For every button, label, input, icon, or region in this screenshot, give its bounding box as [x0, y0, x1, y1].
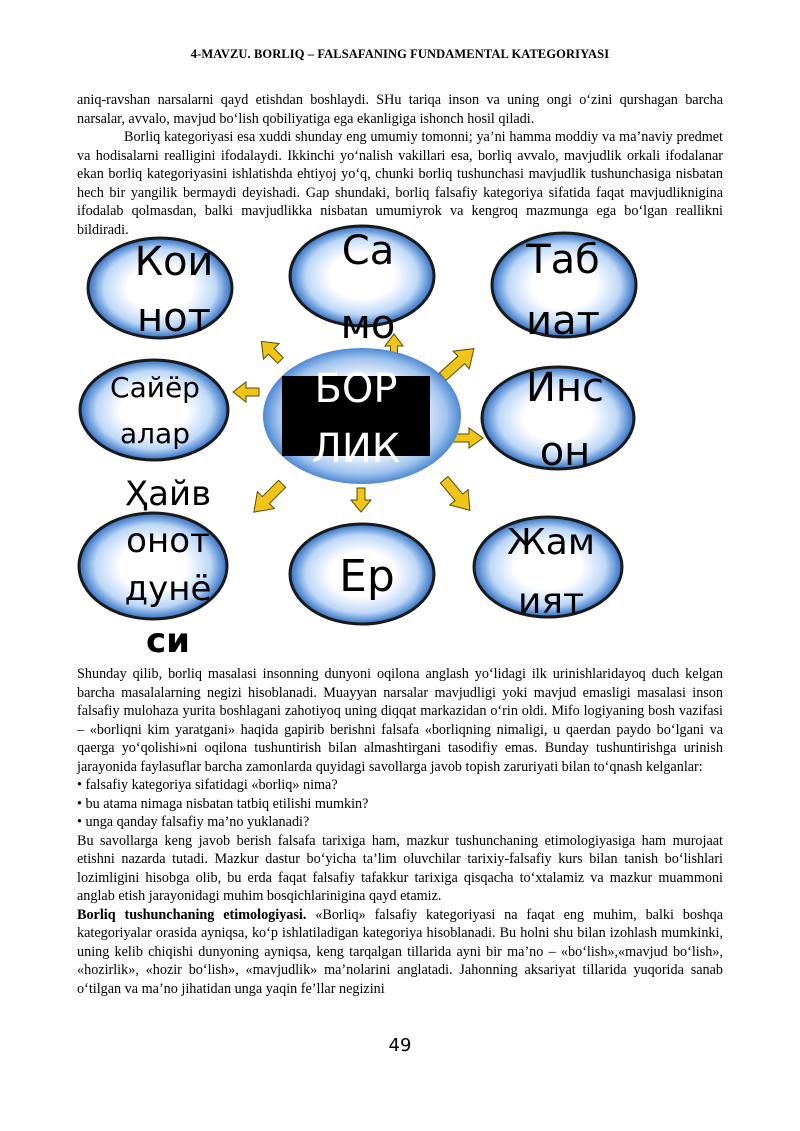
page-number: 49: [388, 1035, 412, 1056]
bullet-2: • bu atama nimaga nisbatan tatbiq etilishi mumkin?: [77, 795, 369, 812]
arrow-to-hayvonot: [245, 475, 290, 520]
sayyoralar-label-line1: Сайёр: [110, 371, 200, 404]
body-paragraph-3: [77, 906, 723, 999]
center-label-line1: БОР: [314, 366, 398, 412]
samo-label-line2: мо: [340, 302, 396, 348]
jamiyat-label-line2: ият: [517, 581, 585, 622]
arrow-to-yer: [351, 488, 371, 512]
arrow-to-sayyoralar: [233, 382, 259, 402]
inson-label-line1: Инс: [525, 365, 605, 411]
node-tabiat: [492, 233, 636, 344]
body-text: [77, 665, 723, 998]
node-hayvonot-dunyosi: [79, 474, 227, 661]
node-sayyoralar: [80, 360, 228, 460]
node-jamiyat: [474, 517, 622, 622]
etymology-text: «Borliq» falsafiy kategoriyasi na faqat eng muhim, balki boshqa kategoriyalar orasida ayniqsa, ko‘p ishlatiladigan kategoriya hisoblanadi. Bu holni shu bilan izohlash mumkinki, uning kelib chiqishi dunyoning ayniqsa, keng tarqalgan tillarida ayni bir ma’no – «bo‘lish»,«mavjud bo‘lish», «hozirlik», «hozir bo‘lish», «mavjudlik» ma’nolarini anglatadi. Jahonning aksariyat tillarida yuqorida sanab o‘tilgan va ma’no jihatidan unga yaqin fe’llar negizini: [77, 906, 723, 997]
etymology-heading: Borliq tushunchaning etimologiyasi.: [77, 906, 307, 923]
intro-paragraph-1: aniq-ravshan narsalarni qayd etishdan boshlaydi. SHu tariqa inson va uning ongi o‘zini qurshagan barcha narsalar, avvalo, mavjud bo‘lish qobiliyatiga ega ekanligiga ishonch hosil qiladi.: [77, 92, 723, 127]
hayvonot-label-line2: онот: [126, 521, 210, 561]
node-samo: [290, 226, 434, 348]
page-header: 4-MAVZU. BORLIQ – FALSAFANING FUNDAMENTAL KATEGORIYASI: [190, 47, 610, 61]
tabiat-label-line1: Таб: [526, 237, 600, 283]
tabiat-label-line2: иат: [526, 298, 600, 344]
node-koinot: [88, 238, 232, 341]
arrow-to-koinot: [254, 334, 289, 369]
bullet-3: • unga qanday falsafiy ma’no yuklanadi?: [77, 814, 310, 830]
node-yer: [290, 524, 434, 624]
arrow-to-jamiyat: [435, 472, 479, 518]
center-node: [263, 348, 461, 484]
body-paragraph-1: Shunday qilib, borliq masalasi insonning dunyoni oqilona anglash yo‘lidagi ilk urinishlaridayoq duch kelgan barcha masalalarning negizi hisoblanadi. Muayyan narsalar mavjudligi yoki mavjud emasligi masalasi inson falsafiy mulohaza yurita boshlagani zahotiyoq uning diqqat markazidan o‘rin oldi. Mifo logiyaning bosh vazifasi – «borliqni kim yaratgani» haqida gapirib berishni falsafa «borliqning nimaligi, u qaerdan paydo bo‘lgani va qaerga yo‘qolishi»ni oqilona tushuntirish bilan almashtirgani tasodifiy emas. Bunday tushuntirishga urinish jarayonida faylasuflar barcha zamonlarda quyidagi savollarga javob topish zaruriyati bilan to‘qnash kelganlar:: [77, 666, 723, 775]
koinot-label-line2: нот: [137, 295, 211, 341]
sayyoralar-label-line2: алар: [120, 417, 190, 450]
intro-paragraph-2: Borliq kategoriyasi esa xuddi shunday eng umumiy tomonni; ya’ni hamma moddiy va ma’naviy predmet va hodisalarni realligini ifodalaydi. Ikkinchi yo‘nalish vakillari esa, borliq avvalo, mavjudlik orkali ifodalanar ekan borliq kategoriyasini ishlatishda ehtiyoj yo‘q, chunki borliq tushunchasi mavjudlik tushunchasiga nisbatan hech bir yangilik bermaydi deyishadi. Gap shundaki, borliq falsafiy kategoriya sifatida faqat mavjudliknigina ifodalab qolmasdan, balki mavjudlikka nisbatan umumiyrok va kengroq mazmunga ega bo‘lgan reallikni bildiradi.: [77, 129, 723, 238]
inson-label-line2: он: [539, 429, 591, 475]
body-paragraph-2: Bu savollarga keng javob berish falsafa tarixiga ham, mazkur tushunchaning etimologiyasiga ham murojaat etishni nazarda tutadi. Mazkur dastur bo‘yicha ta’lim oluvchilar tarixiy-falsafiy kurs bilan tanish bo‘lishlari lozimligini hisobga olib, bu erda faqat falsafiy tafakkur tarixiga qisqacha to‘xtalamiz va mazkur muammoni anglab etish jarayonidagi muhim bosqichlarinigina qayd etamiz.: [77, 832, 723, 904]
yer-label: Ер: [339, 551, 395, 602]
hayvonot-label-line1: Ҳайв: [124, 474, 212, 514]
koinot-label-line1: Кои: [134, 239, 214, 285]
bullet-1: • falsafiy kategoriya sifatidagi «borliq» nima?: [77, 777, 338, 793]
hayvonot-label-line4: си: [146, 621, 190, 661]
jamiyat-label-line1: Жам: [507, 522, 595, 563]
samo-label-line1: Са: [341, 228, 395, 274]
center-label-line2: ЛИК: [311, 426, 401, 472]
node-inson: [482, 365, 634, 475]
hayvonot-label-line3: дунё: [124, 569, 212, 609]
